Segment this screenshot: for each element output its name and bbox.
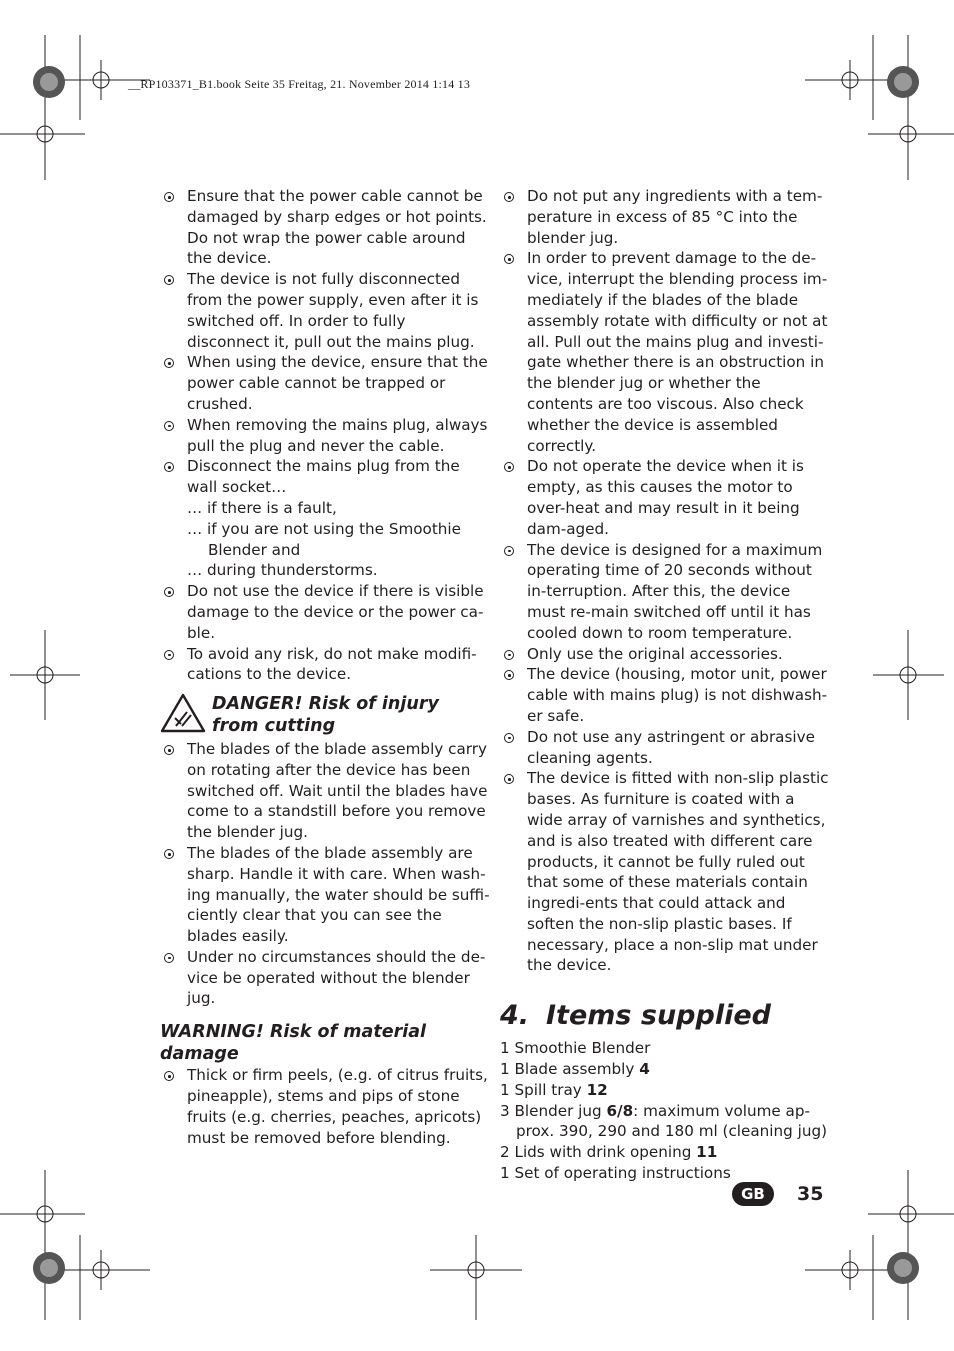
warning-triangle-icon [160,693,212,739]
safety-list-b [160,581,490,685]
sub-item: … if there is a fault, [187,498,337,517]
list-item: 2 Lids with drink opening 11 [500,1143,718,1162]
right-column [500,186,830,1184]
section-heading [500,1000,830,1032]
list-item: The blades of the blade assembly are sharp. Handle it with care. When wash-ing manually, the water should be suffi-ciently clear that you can see the blades easily. [160,843,490,947]
page-number: 35 [797,1183,824,1205]
list-item: 1 Blade assembly 4 [500,1060,650,1079]
left-column [160,186,490,1148]
danger-list [160,739,490,1009]
section-title: Items supplied [546,1000,771,1032]
list-item: Do not use any astringent or abrasive cleaning agents. [500,727,830,769]
sub-list [160,498,490,581]
list-item: The device is designed for a maximum operating time of 20 seconds without in-terruption. After this, the device must re-main switched off until it has cooled down to room temperature. [500,540,830,644]
list-item: When using the device, ensure that the power cable cannot be trapped or crushed. [160,352,490,414]
list-item: Thick or firm peels, (e.g. of citrus fruits, pineapple), stems and pips of stone fruits (e.g. cherries, peaches, apricots) must be removed before blending. [160,1065,490,1148]
list-item: The device (housing, motor unit, power cable with mains plug) is not dishwash-er safe. [500,664,830,726]
list-item: 1 Smoothie Blender [500,1039,651,1058]
list-item: Do not operate the device when it is empty, as this causes the motor to over-heat and may result in it being dam-aged. [500,456,830,539]
page-footer [732,1182,823,1206]
list-item: 1 Set of operating instructions [500,1164,731,1183]
list-item: 3 Blender jug 6/8: maximum volume ap-prox. 390, 290 and 180 ml (cleaning jug) [500,1101,828,1141]
items-supplied-list [500,1038,830,1184]
list-item: To avoid any risk, do not make modifi-cations to the device. [160,644,490,686]
safety-list-a [160,186,490,498]
list-item: In order to prevent damage to the de-vice, interrupt the blending process im-mediately if the blades of the blade assembly rotate with difficulty or not at all. Pull out the mains plug and investi-gate whether there is an obstruction in the blender jug or whether the contents are too viscous. Also check whether the device is assembled correctly. [500,248,830,456]
list-item: Only use the original accessories. [500,644,830,665]
sub-item: … during thunderstorms. [187,561,378,580]
warning-heading: WARNING! Risk of material damage [160,1022,427,1065]
list-item: Ensure that the power cable cannot be damaged by sharp edges or hot points. Do not wrap the power cable around the device. [160,186,490,269]
country-badge: GB [732,1182,774,1206]
list-item: Disconnect the mains plug from the wall socket… [160,456,490,498]
list-item: Do not use the device if there is visible damage to the device or the power ca-ble. [160,581,490,643]
list-item: Do not put any ingredients with a tem-perature in excess of 85 °C into the blender jug. [500,186,830,248]
list-item: The blades of the blade assembly carry on rotating after the device has been switched off. Wait until the blades have come to a standstill before you remove the blender jug. [160,739,490,843]
list-item: When removing the mains plug, always pull the plug and never the cable. [160,415,490,457]
sub-item: … if you are not using the Smoothie Blender and [187,519,461,559]
list-item: 1 Spill tray 12 [500,1080,608,1099]
safety-list-c [500,186,830,976]
list-item: Under no circumstances should the de-vice be operated without the blender jug. [160,947,490,1009]
list-item: The device is fitted with non-slip plastic bases. As furniture is coated with a wide array of varnishes and synthetics, and is also treated with different care products, it cannot be fully ruled out that some of these materials contain ingredi-ents that could attack and soften the non-slip plastic bases. If necessary, place a non-slip mat under the device. [500,768,830,976]
file-header: __RP103371_B1.book Seite 35 Freitag, 21. November 2014 1:14 13 [128,77,471,91]
section-number: 4. [500,1000,530,1032]
danger-block [160,693,490,739]
danger-heading: DANGER! Risk of injury from cutting [212,694,439,737]
list-item: The device is not fully disconnected from the power supply, even after it is switched off. In order to fully disconnect it, pull out the mains plug. [160,269,490,352]
warning-list [160,1065,490,1148]
